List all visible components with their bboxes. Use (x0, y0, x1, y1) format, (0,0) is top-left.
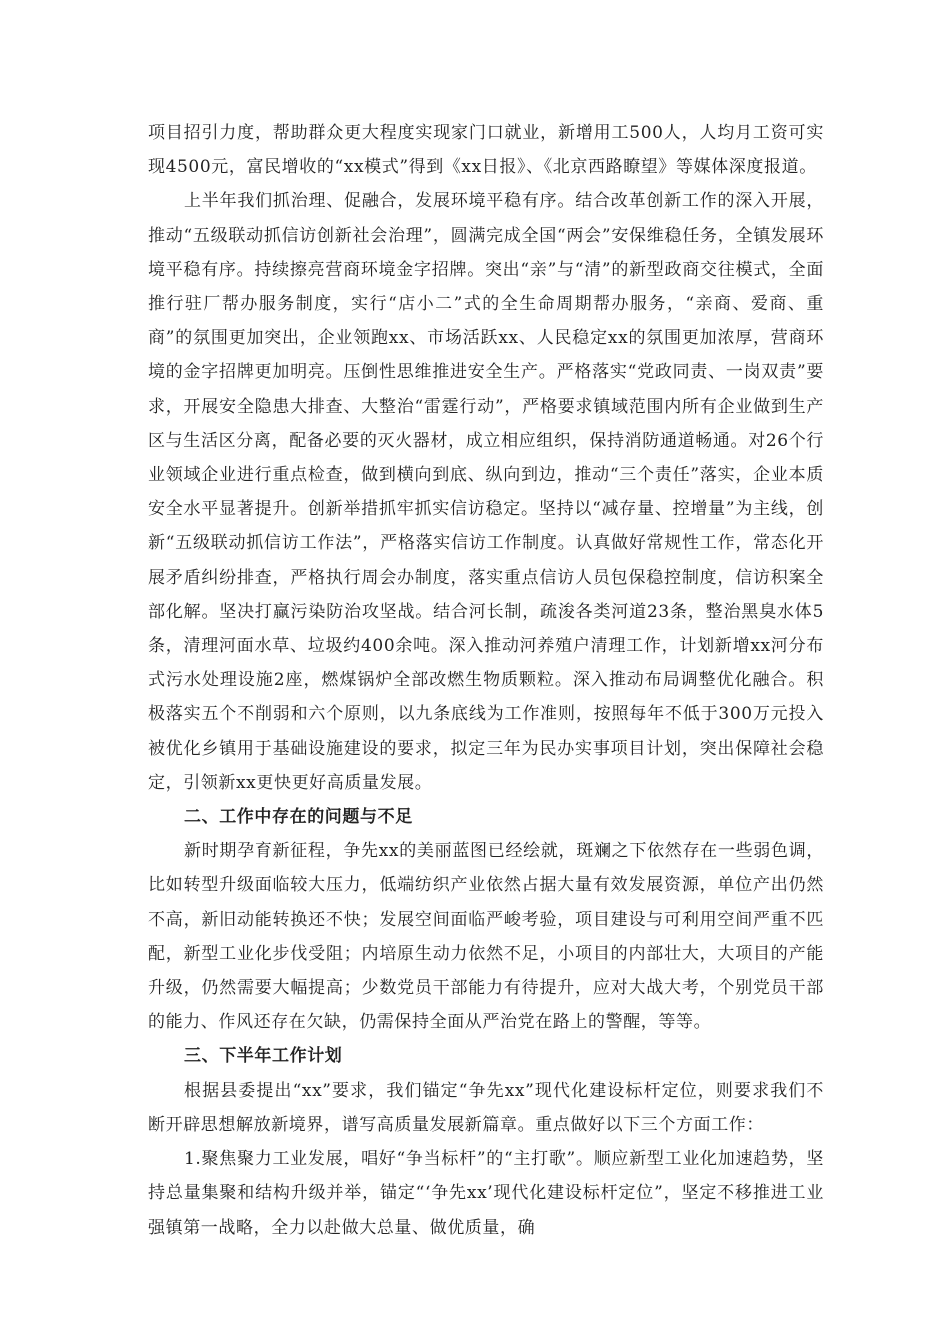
section-heading-plan: 三、下半年工作计划 (184, 1046, 343, 1067)
document-page (148, 116, 824, 1245)
body-paragraph-governance: 上半年我们抓治理、促融合，发展环境平稳有序。结合改革创新工作的深入开展，推动“五级联动抓信访创新社会治理”，圆满完成全国“两会”安保维稳任务，全镇发展环境平稳有序。持续擦亮营商环境金字招牌。突出“亲”与“清”的新型政商交往模式，全面推行驻厂帮办服务制度，实行“店小二”式的全生命周期帮办服务，“亲商、爱商、重商”的氛围更加突出，企业领跑xx、市场活跃xx、人民稳定xx的氛围更加浓厚，营商环境的金字招牌更加明亮。压倒性思维推进安全生产。严格落实“党政同责、一岗双责”要求，开展安全隐患大排查、大整治“雷霆行动”，严格要求镇域范围内所有企业做到生产区与生活区分离，配备必要的灭火器材，成立相应组织，保持消防通道畅通。对26个行业领域企业进行重点检查，做到横向到底、纵向到边，推动“三个责任”落实，企业本质安全水平显著提升。创新举措抓牢抓实信访稳定。坚持以“减存量、控增量”为主线，创新“五级联动抓信访工作法”，严格落实信访工作制度。认真做好常规性工作，常态化开展矛盾纠纷排查，严格执行周会办制度，落实重点信访人员包保稳控制度，信访积案全部化解。坚决打赢污染防治攻坚战。结合河长制，疏浚各类河道23条，整治黑臭水体5条，清理河面水草、垃圾约400余吨。深入推动河养殖户清理工作，计划新增xx河分布式污水处理设施2座，燃煤锅炉全部改燃生物质颗粒。深入推动布局调整优化融合。积极落实五个不削弱和六个原则，以九条底线为工作准则，按照每年不低于300万元投入被优化乡镇用于基础设施建设的要求，拟定三年为民办实事项目计划，突出保障社会稳定，引领新xx更快更好高质量发展。 (148, 191, 824, 793)
body-paragraph-plan-item-1: 1.聚焦聚力工业发展，唱好“争当标杆”的“主打歌”。顺应新型工业化加速趋势，坚持总量集聚和结构升级并举，锚定“‘争先xx’现代化建设标杆定位”，坚定不移推进工业强镇第一战略，全力以赴做大总量、做优质量，确 (148, 1149, 824, 1238)
section-heading-problems: 二、工作中存在的问题与不足 (184, 807, 413, 828)
body-paragraph-continued: 项目招引力度，帮助群众更大程度实现家门口就业，新增用工500人，人均月工资可实现4500元，富民增收的“xx模式”得到《xx日报》、《北京西路瞭望》等媒体深度报道。 (148, 123, 824, 178)
body-paragraph-plan-intro: 根据县委提出“xx”要求，我们锚定“争先xx”现代化建设标杆定位，则要求我们不断开辟思想解放新境界，谱写高质量发展新篇章。重点做好以下三个方面工作： (148, 1080, 824, 1135)
body-paragraph-problems: 新时期孕育新征程，争先xx的美丽蓝图已经绘就，斑斓之下依然存在一些弱色调，比如转型升级面临较大压力，低端纺织产业依然占据大量有效发展资源，单位产出仍然不高，新旧动能转换还不快；发展空间面临严峻考验，项目建设与可利用空间严重不匹配，新型工业化步伐受阻；内培原生动力依然不足，小项目的内部壮大，大项目的产能升级，仍然需要大幅提高；少数党员干部能力有待提升，应对大战大考，个别党员干部的能力、作风还存在欠缺，仍需保持全面从严治党在路上的警醒，等等。 (148, 841, 824, 1033)
